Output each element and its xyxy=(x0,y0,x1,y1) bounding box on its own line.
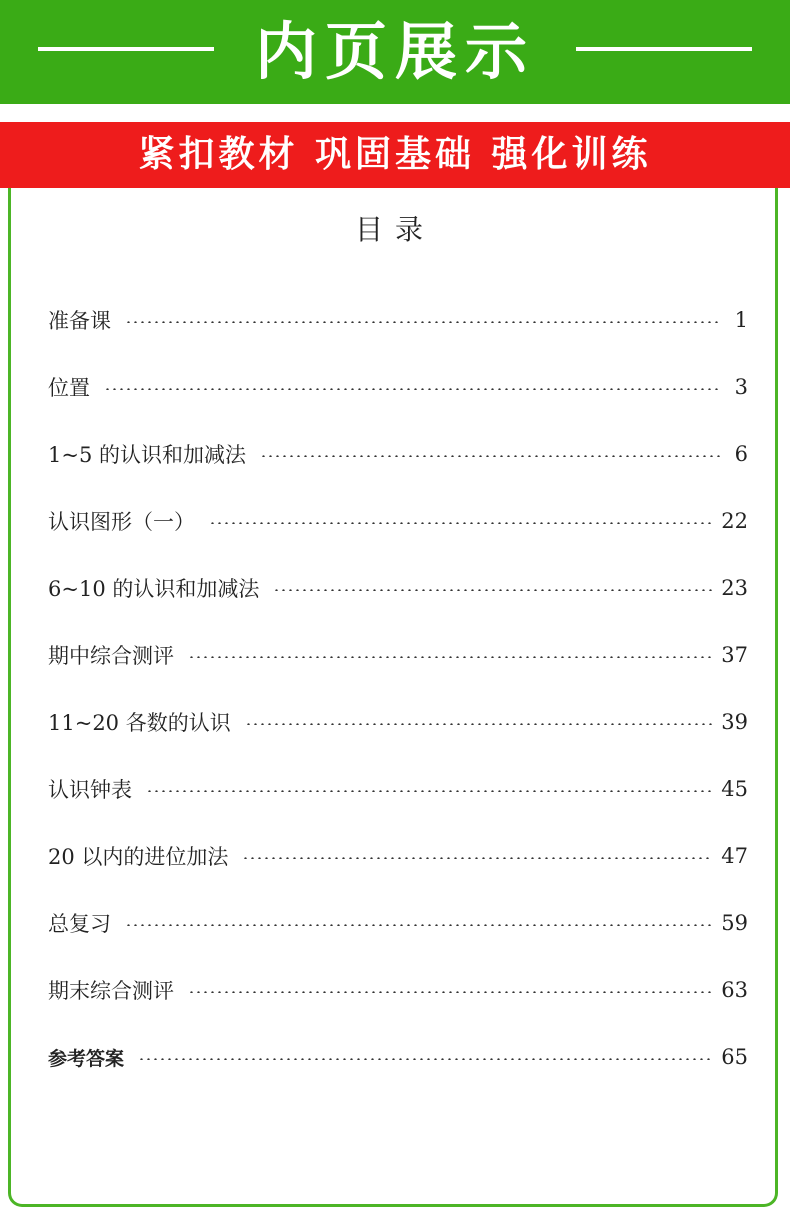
toc-item-title: 期中综合测评 xyxy=(48,644,174,668)
toc-item-title: 参考答案 xyxy=(48,1047,125,1070)
toc-item-title: 1~5 的认识和加减法 xyxy=(48,443,246,467)
toc-item[interactable] xyxy=(48,970,748,1010)
toc-item-page: 39 xyxy=(721,710,748,734)
toc-item-page: 6 xyxy=(734,442,748,466)
toc-item-page: 3 xyxy=(734,375,748,399)
toc-item-title: 总复习 xyxy=(48,912,111,936)
dot-leader xyxy=(188,991,713,993)
dot-leader xyxy=(242,857,713,859)
dot-leader xyxy=(245,723,714,725)
toc-item-title: 准备课 xyxy=(48,309,111,333)
toc-item[interactable] xyxy=(48,1037,748,1077)
toc-item[interactable] xyxy=(48,836,748,876)
dot-leader xyxy=(273,589,713,591)
toc-item[interactable] xyxy=(48,568,748,608)
toc-item-title: 6~10 的认识和加减法 xyxy=(48,577,260,601)
dot-leader xyxy=(138,1058,713,1060)
dot-leader xyxy=(125,924,713,926)
dot-leader xyxy=(209,522,713,524)
toc-item-page: 22 xyxy=(721,509,748,533)
toc-item-page: 37 xyxy=(721,643,748,667)
toc-item-title: 期末综合测评 xyxy=(48,979,174,1003)
toc-item[interactable] xyxy=(48,769,748,809)
toc-item[interactable] xyxy=(48,434,748,474)
toc-item-title: 20 以内的进位加法 xyxy=(48,845,229,869)
slogan-text: 紧扣教材 巩固基础 强化训练 xyxy=(138,134,652,175)
toc-item-title: 11~20 各数的认识 xyxy=(48,711,231,735)
toc-item[interactable] xyxy=(48,635,748,675)
toc-item-page: 23 xyxy=(721,576,748,600)
toc-heading: 目录 xyxy=(354,213,435,246)
dot-leader xyxy=(146,790,713,792)
toc-item[interactable] xyxy=(48,501,748,541)
toc-item-title: 认识钟表 xyxy=(48,778,132,802)
header-title: 内页展示 xyxy=(254,15,535,88)
dot-leader xyxy=(188,656,713,658)
dot-leader xyxy=(125,321,722,323)
toc-item[interactable] xyxy=(48,300,748,340)
toc-item-page: 63 xyxy=(721,978,748,1002)
toc-item[interactable] xyxy=(48,367,748,407)
toc-item-title: 认识图形（一） xyxy=(48,510,195,534)
toc-item-title: 位置 xyxy=(48,376,90,400)
toc-item-page: 59 xyxy=(721,911,748,935)
toc-item-page: 45 xyxy=(721,777,748,801)
toc-item-page: 65 xyxy=(721,1045,748,1069)
dot-leader xyxy=(260,455,722,457)
toc-item-page: 47 xyxy=(721,844,748,868)
toc-item[interactable] xyxy=(48,702,748,742)
dot-leader xyxy=(104,388,722,390)
toc-item-page: 1 xyxy=(734,308,748,332)
toc-item[interactable] xyxy=(48,903,748,943)
